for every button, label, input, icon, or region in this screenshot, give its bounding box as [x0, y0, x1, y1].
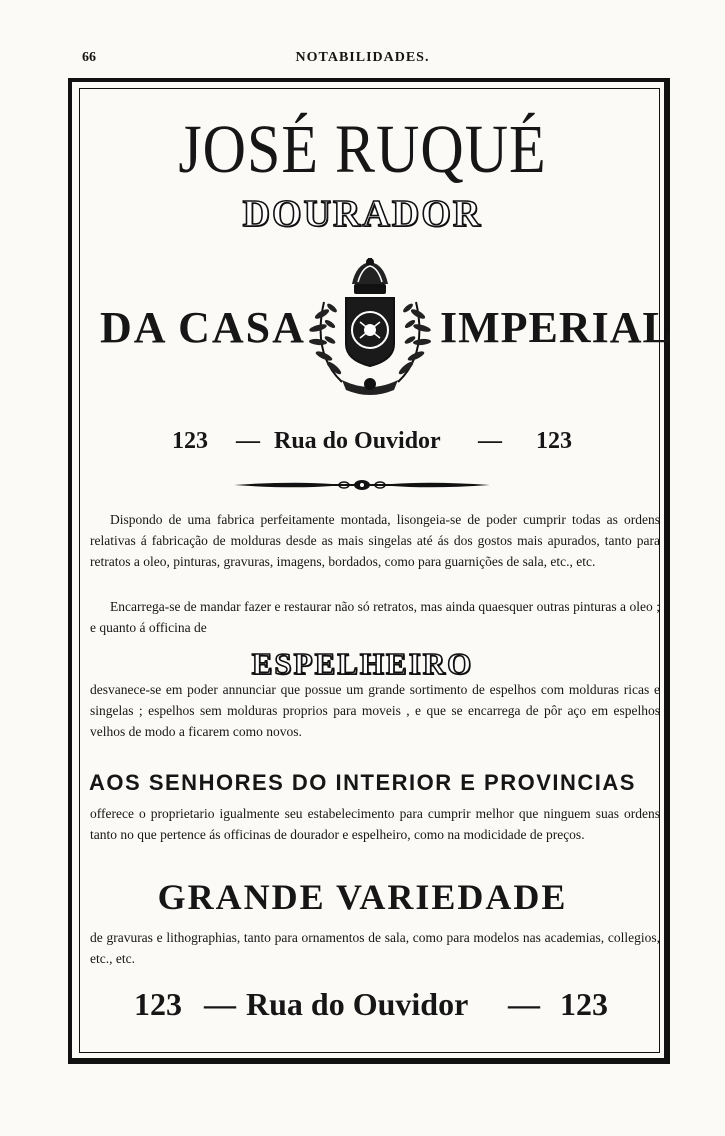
- paragraph-fabrica: Dispondo de uma fabrica perfeitamente montada, lisongeia-se de poder cumprir todas as ordens relativas á fabricação de molduras desde as mais singelas até ás dos gostos mais apurados, tanto para retratos a oleo, pinturas, gravuras, imagens, bordados, como para guarnições de sala, etc., etc.: [90, 512, 660, 569]
- address-bottom-street: Rua do Ouvidor: [246, 986, 469, 1022]
- paragraph-espelhos: desvanece-se em poder annunciar que possue um grande sortimento de espelhos com molduras ricas e singelas ; espelhos sem molduras proprios para moveis , e que se encarrega de pôr aço em espelhos velhos de modo a ficarem como novos.: [90, 682, 660, 739]
- paragraph-restauro: Encarrega-se de mandar fazer e restaurar não só retratos, mas ainda quaesquer outras pinturas a oleo ; e quanto á officina de: [90, 599, 660, 635]
- address-bottom-dash-left: —: [204, 986, 236, 1022]
- address-top: [0, 428, 725, 458]
- trade-title: DOURADOR: [242, 193, 483, 235]
- paragraph-gravuras: de gravuras e lithographias, tanto para ornamentos de sala, como para modelos nas academias, collegios, etc., etc.: [90, 930, 660, 966]
- advertiser-name: JOSÉ RUQUÉ: [178, 111, 547, 188]
- paragraph-proprietario: offerece o proprietario igualmente seu estabelecimento para cumprir melhor que ninguem suas ordens tanto no que pertence ás officinas de dourador e espelheiro, como na modicidade de preços.: [90, 806, 660, 842]
- running-header: [0, 50, 725, 70]
- address-number-left: 123: [172, 428, 208, 454]
- address-dash-right: —: [478, 428, 502, 454]
- heading-interior-provincias: AOS SENHORES DO INTERIOR E PROVINCIAS: [89, 770, 636, 795]
- address-dash-left: —: [236, 428, 260, 454]
- address-number-right: 123: [536, 428, 572, 454]
- da-casa-text: DA CASA: [100, 303, 306, 352]
- imperial-text: IMPERIAL: [440, 303, 673, 352]
- heading-grande-variedade: GRANDE VARIEDADE: [157, 877, 568, 917]
- address-bottom-number-left: 123: [134, 986, 182, 1022]
- running-title: NOTABILIDADES.: [295, 50, 430, 65]
- address-bottom-number-right: 123: [560, 986, 608, 1022]
- address-bottom: [0, 986, 725, 1026]
- address-street: Rua do Ouvidor: [274, 428, 441, 454]
- imperial-crest-icon: [302, 258, 438, 400]
- address-bottom-dash-right: —: [508, 986, 540, 1022]
- page-number: 66: [82, 50, 96, 65]
- heading-espelheiro: ESPELHEIRO: [251, 646, 474, 681]
- ornamental-divider-icon: [232, 476, 492, 494]
